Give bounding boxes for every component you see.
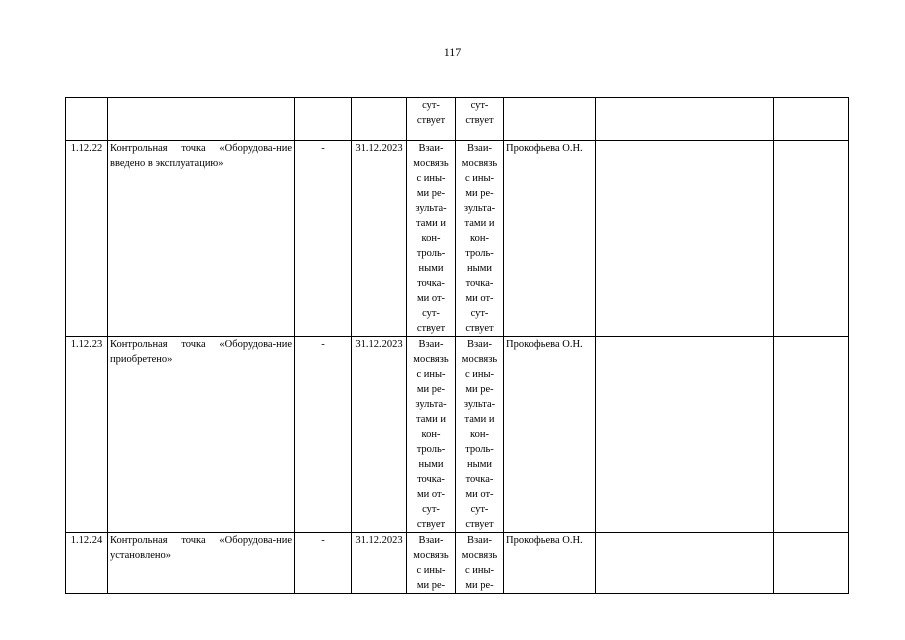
cell-line: зульта-: [463, 399, 496, 410]
row-name: Контрольная точка «Оборудова-ние установлено»: [108, 533, 295, 594]
table-row: [66, 337, 849, 533]
cell-line: ствует: [416, 115, 446, 126]
row-responsible: Прокофьева О.Н.: [504, 533, 596, 594]
row-dependency-1: [407, 98, 456, 141]
cell-line: с ины-: [416, 565, 446, 576]
cell-line: Взаи-: [418, 535, 444, 546]
cell-line: точка-: [417, 474, 445, 485]
cell-line: ми ре-: [465, 580, 494, 591]
cell-line: зульта-: [415, 203, 447, 214]
row-dependency-1: [407, 141, 456, 337]
cell-line: ми от-: [416, 293, 446, 304]
row-empty-col: [774, 98, 849, 141]
cell-line: ствует: [465, 115, 494, 126]
row-date: 31.12.2023: [352, 141, 407, 337]
row-dependency-2: [456, 98, 504, 141]
cell-line: троль-: [416, 444, 446, 455]
cell-line: кон-: [421, 429, 441, 440]
cell-line: с ины-: [464, 565, 495, 576]
cell-line: кон-: [421, 233, 441, 244]
table-row: [66, 141, 849, 337]
cell-line: ми ре-: [465, 188, 494, 199]
cell-line: с ины-: [464, 173, 495, 184]
cell-line: сут-: [470, 504, 489, 515]
cell-line: тами и: [416, 218, 446, 229]
control-points-table: [65, 97, 849, 594]
row-empty-col: [596, 533, 774, 594]
row-name: Контрольная точка «Оборудова-ние приобретено»: [108, 337, 295, 533]
cell-line: мосвязь: [413, 550, 449, 561]
row-name: [108, 98, 295, 141]
row-empty-col: [596, 337, 774, 533]
row-date: [352, 98, 407, 141]
cell-line: ными: [418, 459, 444, 470]
cell-line: сут-: [422, 308, 440, 319]
cell-line: ми ре-: [465, 384, 494, 395]
cell-line: тами и: [464, 414, 495, 425]
cell-line: ными: [467, 263, 492, 274]
cell-line: точка-: [465, 278, 494, 289]
row-dependency-2: [456, 337, 504, 533]
cell-line: Взаи-: [418, 143, 444, 154]
cell-line: сут-: [470, 308, 489, 319]
row-date: 31.12.2023: [352, 337, 407, 533]
cell-line: ными: [418, 263, 444, 274]
cell-line: сут-: [422, 100, 440, 111]
cell-line: ными: [467, 459, 492, 470]
cell-line: с ины-: [416, 173, 446, 184]
cell-line: тами и: [416, 414, 446, 425]
row-number: 1.12.24: [66, 533, 108, 594]
row-dash: -: [295, 337, 352, 533]
cell-line: ствует: [465, 323, 494, 334]
row-responsible: Прокофьева О.Н.: [504, 337, 596, 533]
cell-line: кон-: [470, 233, 489, 244]
row-number: [66, 98, 108, 141]
row-dependency-2: [456, 533, 504, 594]
row-number: 1.12.22: [66, 141, 108, 337]
row-dependency-1: [407, 337, 456, 533]
row-empty-col: [596, 141, 774, 337]
cell-line: мосвязь: [461, 158, 498, 169]
cell-line: кон-: [470, 429, 489, 440]
cell-line: ствует: [465, 519, 494, 530]
cell-line: ствует: [416, 323, 446, 334]
page-number: 117: [443, 45, 462, 59]
row-empty-col: [295, 98, 352, 141]
cell-line: мосвязь: [461, 354, 498, 365]
cell-line: троль-: [465, 444, 494, 455]
cell-line: сут-: [422, 504, 440, 515]
cell-line: Взаи-: [467, 143, 492, 154]
cell-line: Взаи-: [467, 339, 492, 350]
cell-line: зульта-: [463, 203, 496, 214]
table-row: [66, 533, 849, 594]
row-date: 31.12.2023: [352, 533, 407, 594]
cell-line: ствует: [416, 519, 446, 530]
cell-line: ми от-: [465, 489, 494, 500]
row-empty-col: [596, 98, 774, 141]
cell-line: с ины-: [464, 369, 495, 380]
cell-line: точка-: [465, 474, 494, 485]
table-body: [66, 98, 849, 594]
cell-line: ми от-: [465, 293, 494, 304]
cell-line: мосвязь: [413, 158, 449, 169]
cell-line: мосвязь: [461, 550, 498, 561]
cell-line: троль-: [416, 248, 446, 259]
row-dependency-2: [456, 141, 504, 337]
cell-line: ми ре-: [416, 188, 446, 199]
row-responsible: Прокофьева О.Н.: [504, 141, 596, 337]
cell-line: Взаи-: [418, 339, 444, 350]
cell-line: мосвязь: [413, 354, 449, 365]
cell-line: троль-: [465, 248, 494, 259]
cell-line: Взаи-: [467, 535, 492, 546]
cell-line: сут-: [470, 100, 489, 111]
cell-line: с ины-: [416, 369, 446, 380]
row-empty-col: [774, 337, 849, 533]
cell-line: ми ре-: [416, 384, 446, 395]
table-row: [66, 98, 849, 141]
row-empty-col: [774, 141, 849, 337]
row-dash: -: [295, 533, 352, 594]
row-empty-col: [774, 533, 849, 594]
row-dash: -: [295, 141, 352, 337]
row-name: Контрольная точка «Оборудова-ние введено в эксплуатацию»: [108, 141, 295, 337]
cell-line: точка-: [417, 278, 445, 289]
cell-line: тами и: [464, 218, 495, 229]
cell-line: ми ре-: [416, 580, 446, 591]
row-number: 1.12.23: [66, 337, 108, 533]
row-dependency-1: [407, 533, 456, 594]
cell-line: ми от-: [416, 489, 446, 500]
cell-line: зульта-: [415, 399, 447, 410]
row-responsible: [504, 98, 596, 141]
